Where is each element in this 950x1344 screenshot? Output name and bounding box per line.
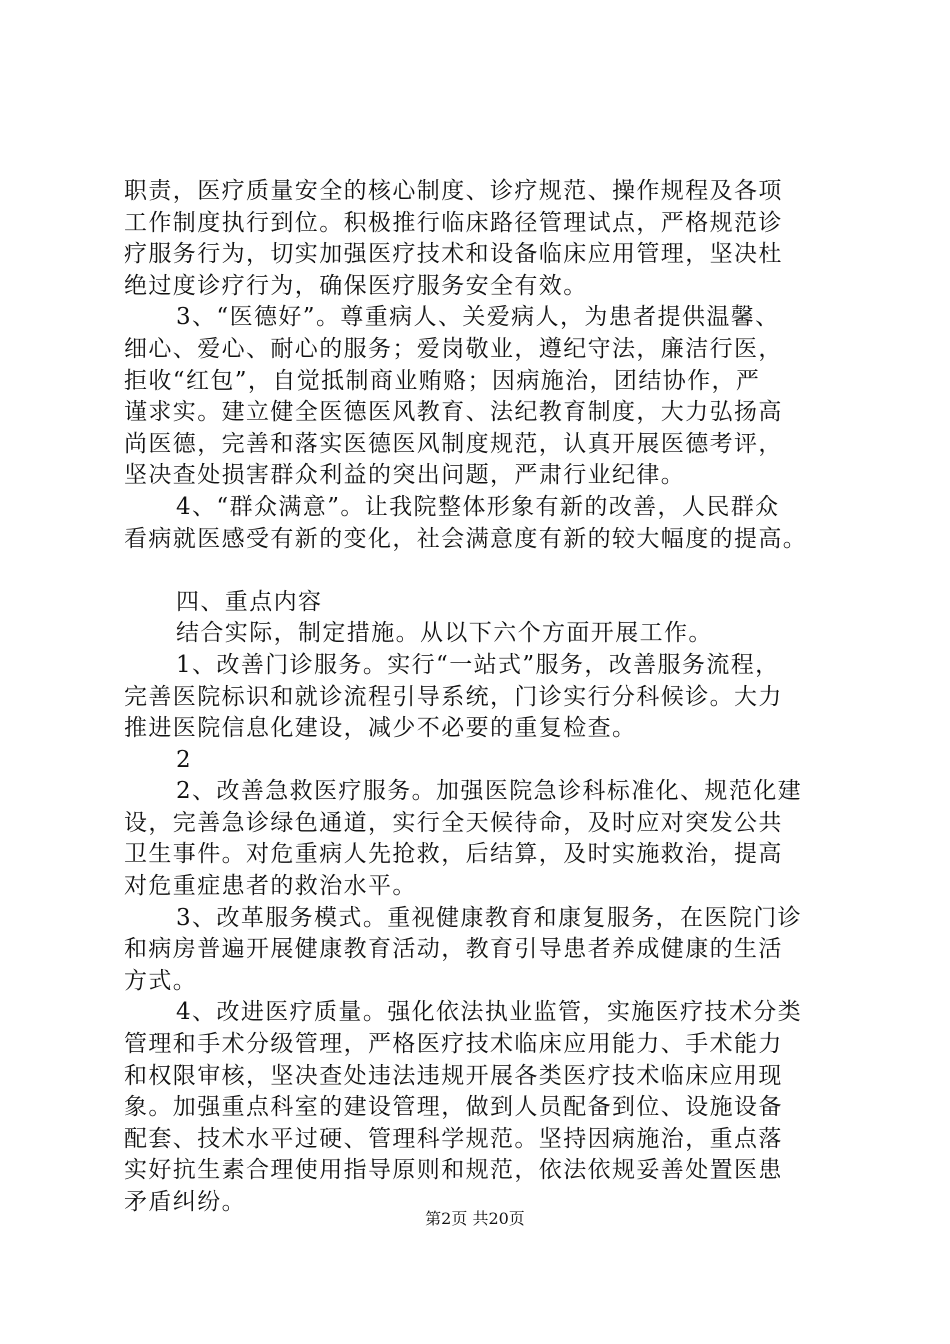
paragraph-line: 完善医院标识和就诊流程引导系统，门诊实行分科候诊。大力 bbox=[124, 683, 783, 710]
document-body bbox=[124, 176, 844, 1219]
paragraph-line: 2、改善急救医疗服务。加强医院急诊科标准化、规范化建 bbox=[176, 778, 803, 805]
section-heading: 四、重点内容 bbox=[176, 588, 323, 615]
paragraph-line: 4、“群众满意”。让我院整体形象有新的改善，人民群众 bbox=[176, 493, 780, 520]
paragraph-line: 管理和手术分级管理，严格医疗技术临床应用能力、手术能力 bbox=[124, 1031, 783, 1058]
paragraph-line: 看病就医感受有新的变化，社会满意度有新的较大幅度的提高。 bbox=[124, 525, 808, 552]
paragraph-line: 疗服务行为，切实加强医疗技术和设备临床应用管理，坚决杜 bbox=[124, 241, 783, 268]
paragraph-line: 职责，医疗质量安全的核心制度、诊疗规范、操作规程及各项 bbox=[124, 178, 783, 204]
paragraph-line: 象。加强重点科室的建设管理，做到人员配备到位、设施设备 bbox=[124, 1094, 783, 1121]
paragraph-line: 实好抗生素合理使用指导原则和规范，依法依规妥善处置医患 bbox=[124, 1157, 783, 1184]
paragraph-line: 谨求实。建立健全医德医风教育、法纪教育制度，大力弘扬高 bbox=[124, 399, 783, 426]
paragraph-line: 拒收“红包”，自觉抵制商业贿赂；因病施治，团结协作，严 bbox=[124, 367, 761, 394]
paragraph-line: 3、“医德好”。尊重病人、关爱病人，为患者提供温馨、 bbox=[176, 304, 780, 331]
paragraph-line: 和病房普遍开展健康教育活动，教育引导患者养成健康的生活 bbox=[124, 936, 783, 963]
paragraph-line: 方式。 bbox=[124, 967, 198, 994]
page-footer: 第2页 共20页 bbox=[425, 1209, 525, 1228]
page-number-marker: 2 bbox=[176, 746, 193, 773]
paragraph-spacer bbox=[124, 555, 844, 587]
paragraph-line: 工作制度执行到位。积极推行临床路径管理试点，严格规范诊 bbox=[124, 209, 783, 236]
paragraph-line: 设，完善急诊绿色通道，实行全天候待命，及时应对突发公共 bbox=[124, 809, 783, 836]
paragraph-line: 坚决查处损害群众利益的突出问题，严肃行业纪律。 bbox=[124, 462, 686, 489]
paragraph-line: 尚医德，完善和落实医德医风制度规范，认真开展医德考评， bbox=[124, 430, 783, 457]
paragraph-line: 4、改进医疗质量。强化依法执业监管，实施医疗技术分类 bbox=[176, 999, 803, 1026]
paragraph-line: 3、改革服务模式。重视健康教育和康复服务，在医院门诊 bbox=[176, 904, 803, 931]
paragraph-line: 和权限审核，坚决查处违法违规开展各类医疗技术临床应用现 bbox=[124, 1062, 783, 1089]
paragraph-line: 推进医院信息化建设，减少不必要的重复检查。 bbox=[124, 715, 637, 742]
paragraph-line: 1、改善门诊服务。实行“一站式”服务，改善服务流程， bbox=[176, 651, 780, 678]
paragraph-line: 结合实际，制定措施。从以下六个方面开展工作。 bbox=[176, 620, 713, 647]
paragraph-line: 对危重症患者的救治水平。 bbox=[124, 873, 417, 900]
paragraph-line: 细心、爱心、耐心的服务；爱岗敬业，遵纪守法，廉洁行医， bbox=[124, 335, 783, 362]
paragraph-line: 绝过度诊疗行为，确保医疗服务安全有效。 bbox=[124, 272, 588, 299]
paragraph-line: 卫生事件。对危重病人先抢救，后结算，及时实施救治，提高 bbox=[124, 841, 783, 868]
paragraph-line: 配套、技术水平过硬、管理科学规范。坚持因病施治，重点落 bbox=[124, 1125, 783, 1152]
paragraph-line: 矛盾纠纷。 bbox=[124, 1189, 246, 1215]
